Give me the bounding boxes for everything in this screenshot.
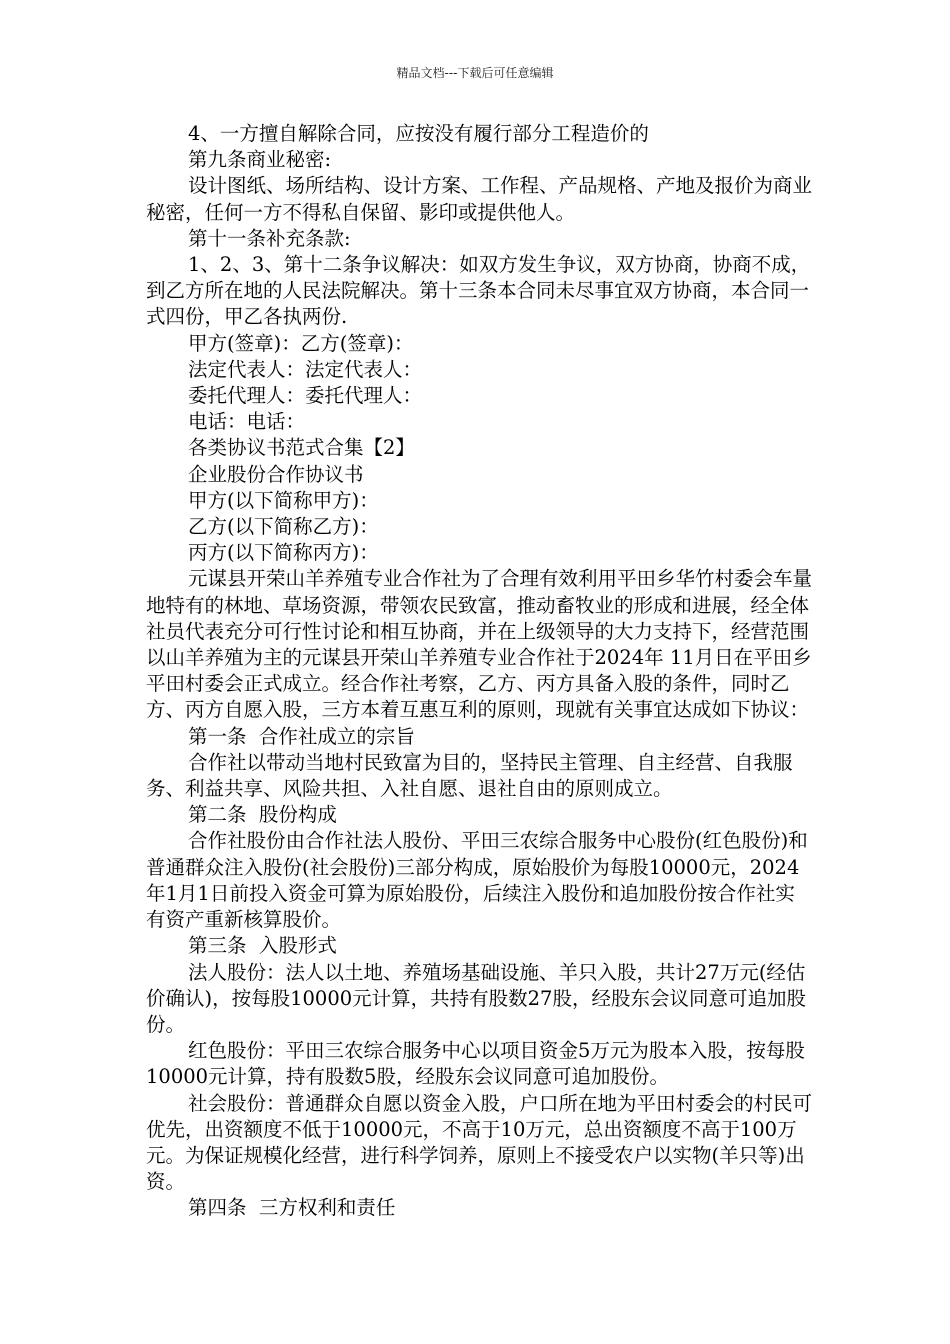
paragraph: 元谋县开荣山羊养殖专业合作社为了合理有效利用平田乡华竹村委会车量地特有的林地、草场资源，带领农民致富，推动畜牧业的形成和进展，经全体社员代表充分可行性讨论和相互协商，并在上级领导的大力支持下，经营范围以山羊养殖为主的元谋县开荣山羊养殖专业合作社于2024年 11月日在平田乡平田村委会正式成立。经合作社考察，乙方、丙方具备入股的条件，同时乙方、丙方自愿入股，三方本着互惠互利的原则，现就有关事宜达成如下协议：: [146, 567, 813, 722]
paragraph: 设计图纸、场所结构、设计方案、工作程、产品规格、产地及报价为商业秘密，任何一方不得私自保留、影印或提供他人。: [146, 174, 813, 224]
document-body: [146, 121, 814, 1222]
paragraph: 合作社以带动当地村民致富为目的，坚持民主管理、自主经营、自我服务、利益共享、风险共担、入社自愿、退社自由的原则成立。: [146, 750, 793, 801]
paragraph: 法定代表人：法定代表人：: [188, 357, 423, 381]
paragraph: 红色股份：平田三农综合服务中心以项目资金5万元为股本入股，按每股10000元计算，持有股数5股，经股东会议同意可追加股份。: [146, 1039, 805, 1089]
paragraph: 委托代理人：委托代理人：: [188, 384, 423, 408]
paragraph: 丙方(以下简称丙方)：: [188, 541, 379, 565]
paragraph: 社会股份：普通群众自愿以资金入股，户口所在地为平田村委会的村民可优先，出资额度不低于10000元，不高于10万元，总出资额度不高于100万元。为保证规模化经营，进行科学饲养，原则上不接受农户以实物(羊只等)出资。: [146, 1091, 813, 1194]
paragraph: 甲方(以下简称甲方)：: [188, 488, 379, 512]
paragraph: 第二条 股份构成: [188, 803, 337, 827]
paragraph: 第十一条补充条款:: [188, 226, 351, 250]
paragraph: 企业股份合作协议书: [188, 462, 364, 486]
paragraph: 第三条 入股形式: [188, 934, 337, 958]
paragraph: 第九条商业秘密:: [188, 148, 332, 172]
paragraph: 甲方(签章)：乙方(签章)：: [188, 331, 414, 355]
paragraph: 第一条 合作社成立的宗旨: [188, 724, 415, 748]
paragraph: 合作社股份由合作社法人股份、平田三农综合服务中心股份(红色股份)和普通群众注入股份(社会股份)三部分构成，原始股价为每股10000元，2024年1月1日前投入资金可算为原始股份，后续注入股份和追加股份按合作社实有资产重新核算股价。: [146, 829, 808, 932]
paragraph: 第四条 三方权利和责任: [188, 1196, 396, 1220]
paragraph: 乙方(以下简称乙方)：: [188, 515, 379, 539]
page-header: 精品文档---下载后可任意编辑: [396, 66, 554, 80]
paragraph: 1、2、3、第十二条争议解决：如双方发生争议，双方协商，协商不成，到乙方所在地的人民法院解决。第十三条本合同未尽事宜双方协商，本合同一式四份，甲乙各执两份.: [146, 253, 811, 329]
paragraph: 法人股份：法人以土地、养殖场基础设施、羊只入股，共计27万元(经估价确认)，按每股10000元计算，共持有股数27股，经股东会议同意可追加股份。: [146, 960, 806, 1036]
paragraph: 电话：电话：: [188, 410, 306, 434]
paragraph: 4、一方擅自解除合同，应按没有履行部分工程造价的: [188, 122, 649, 145]
paragraph: 各类协议书范式合集【2】: [188, 436, 415, 460]
